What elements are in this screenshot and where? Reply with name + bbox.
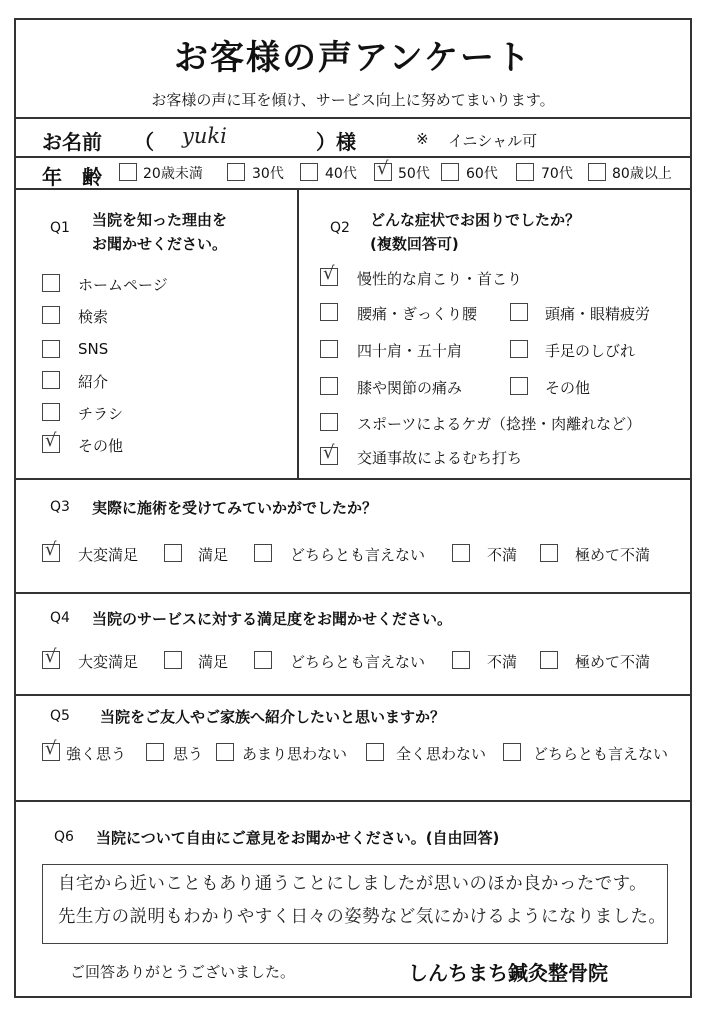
option-label: 80歳以上	[612, 166, 672, 182]
comment-line-1: 自宅から近いこともあり通うことにしましたが思いのほか良かったです。	[58, 874, 648, 894]
divider	[14, 800, 692, 802]
option-label: 満足	[198, 653, 229, 671]
option-label: 思う	[173, 745, 204, 763]
q4-number: Q4	[50, 610, 70, 626]
check-mark-icon: √	[377, 158, 389, 179]
checkbox[interactable]	[320, 303, 338, 321]
checkbox[interactable]	[146, 743, 164, 761]
checkbox[interactable]	[540, 544, 558, 562]
option-label: 慢性的な肩こり・首こり	[357, 270, 523, 288]
name-open-paren: （	[134, 130, 154, 154]
option-label: 検索	[78, 308, 109, 326]
checkbox[interactable]	[42, 371, 60, 389]
checkbox[interactable]	[452, 544, 470, 562]
option-label: スポーツによるケガ（捻挫・肉離れなど）	[357, 415, 642, 433]
option-label: 膝や関節の痛み	[357, 379, 463, 397]
checkbox[interactable]	[540, 651, 558, 669]
checkbox[interactable]	[374, 158, 392, 181]
checkbox[interactable]	[42, 738, 60, 761]
checkbox[interactable]	[510, 303, 528, 321]
option-label: 交通事故によるむち打ち	[357, 449, 523, 467]
name-field[interactable]: yuki	[182, 124, 227, 148]
divider	[14, 188, 692, 190]
option-label: ホームページ	[78, 276, 168, 294]
option-label: 頭痛・眼精疲労	[545, 305, 651, 323]
check-mark-icon: √	[323, 263, 335, 284]
q5-question: 当院をご友人やご家族へ紹介したいと思いますか？	[100, 708, 446, 726]
checkbox[interactable]	[510, 377, 528, 395]
option-label: 全く思わない	[396, 745, 487, 763]
checkbox[interactable]	[503, 743, 521, 761]
option-label: 20歳未満	[143, 166, 203, 182]
option-label: どちらとも言えない	[290, 653, 426, 671]
q3-number: Q3	[50, 499, 70, 515]
option-label: 強く思う	[66, 745, 127, 763]
option-label: どちらとも言えない	[290, 546, 426, 564]
checkbox[interactable]	[42, 274, 60, 292]
checkbox[interactable]	[42, 539, 60, 562]
q5-number: Q5	[50, 708, 70, 724]
check-mark-icon: √	[45, 430, 57, 451]
q2-question-line1: どんな症状でお困りでしたか？	[370, 211, 581, 229]
checkbox[interactable]	[227, 163, 245, 181]
checkbox[interactable]	[42, 430, 60, 453]
option-label: 70代	[541, 166, 573, 182]
divider	[14, 117, 692, 119]
checkbox[interactable]	[164, 544, 182, 562]
option-label: 手足のしびれ	[545, 342, 636, 360]
option-label: 不満	[487, 546, 518, 564]
option-label: 30代	[252, 166, 284, 182]
checkbox[interactable]	[516, 163, 534, 181]
q2-number: Q2	[330, 220, 350, 236]
check-mark-icon: √	[323, 442, 335, 463]
option-label: 50代	[398, 166, 430, 182]
checkbox[interactable]	[320, 263, 338, 286]
checkbox[interactable]	[320, 413, 338, 431]
check-mark-icon: √	[45, 646, 57, 667]
option-label: 大変満足	[78, 546, 139, 564]
divider	[14, 694, 692, 696]
option-label: その他	[78, 437, 124, 455]
clinic-name: しんちまち鍼灸整骨院	[408, 961, 608, 985]
option-label: 極めて不満	[575, 653, 651, 671]
checkbox[interactable]	[366, 743, 384, 761]
age-label: 年 齢	[42, 165, 102, 189]
option-label: 腰痛・ぎっくり腰	[357, 305, 478, 323]
option-label: 四十肩・五十肩	[357, 342, 463, 360]
option-label: その他	[545, 379, 591, 397]
q3-question: 実際に施術を受けてみていかがでしたか？	[92, 499, 378, 517]
checkbox[interactable]	[320, 377, 338, 395]
option-label: SNS	[78, 340, 109, 358]
q2-question-line2: (複数回答可)	[370, 235, 459, 253]
checkbox[interactable]	[254, 544, 272, 562]
option-label: あまり思わない	[242, 745, 348, 763]
checkbox[interactable]	[320, 442, 338, 465]
note-mark: ※	[416, 130, 429, 148]
checkbox[interactable]	[510, 340, 528, 358]
option-label: 不満	[487, 653, 518, 671]
divider	[14, 156, 692, 158]
comment-line-2: 先生方の説明もわかりやすく日々の姿勢など気にかけるようになりました。	[58, 907, 667, 927]
checkbox[interactable]	[452, 651, 470, 669]
option-label: チラシ	[78, 405, 124, 423]
checkbox[interactable]	[42, 646, 60, 669]
option-label: 満足	[198, 546, 229, 564]
q6-question: 当院について自由にご意見をお聞かせください。(自由回答)	[96, 829, 500, 847]
option-label: 極めて不満	[575, 546, 651, 564]
q4-question: 当院のサービスに対する満足度をお聞かせください。	[92, 610, 453, 628]
page-subtitle: お客様の声に耳を傾け、サービス向上に努めてまいります。	[151, 91, 555, 109]
checkbox[interactable]	[42, 340, 60, 358]
checkbox[interactable]	[119, 163, 137, 181]
q1-question-line2: お聞かせください。	[92, 235, 228, 253]
check-mark-icon: √	[45, 539, 57, 560]
option-label: 紹介	[78, 373, 109, 391]
checkbox[interactable]	[588, 163, 606, 181]
option-label: 60代	[466, 166, 498, 182]
checkbox[interactable]	[320, 340, 338, 358]
divider	[14, 592, 692, 594]
option-label: 40代	[325, 166, 357, 182]
name-close-paren: ）様	[316, 130, 356, 154]
checkbox[interactable]	[216, 743, 234, 761]
page-title: お客様の声アンケート	[174, 38, 532, 78]
divider	[14, 478, 692, 480]
q1-number: Q1	[50, 220, 70, 236]
checkbox[interactable]	[300, 163, 318, 181]
column-divider	[297, 188, 299, 478]
checkbox[interactable]	[42, 403, 60, 421]
thanks-text: ご回答ありがとうございました。	[70, 963, 296, 981]
checkbox[interactable]	[164, 651, 182, 669]
option-label: 大変満足	[78, 653, 139, 671]
checkbox[interactable]	[441, 163, 459, 181]
q6-number: Q6	[54, 829, 74, 845]
q1-question-line1: 当院を知った理由を	[92, 211, 228, 229]
checkbox[interactable]	[42, 306, 60, 324]
check-mark-icon: √	[45, 738, 57, 759]
name-label: お名前	[42, 130, 102, 154]
initials-note: イニシャル可	[448, 132, 538, 150]
option-label: どちらとも言えない	[533, 745, 669, 763]
checkbox[interactable]	[254, 651, 272, 669]
